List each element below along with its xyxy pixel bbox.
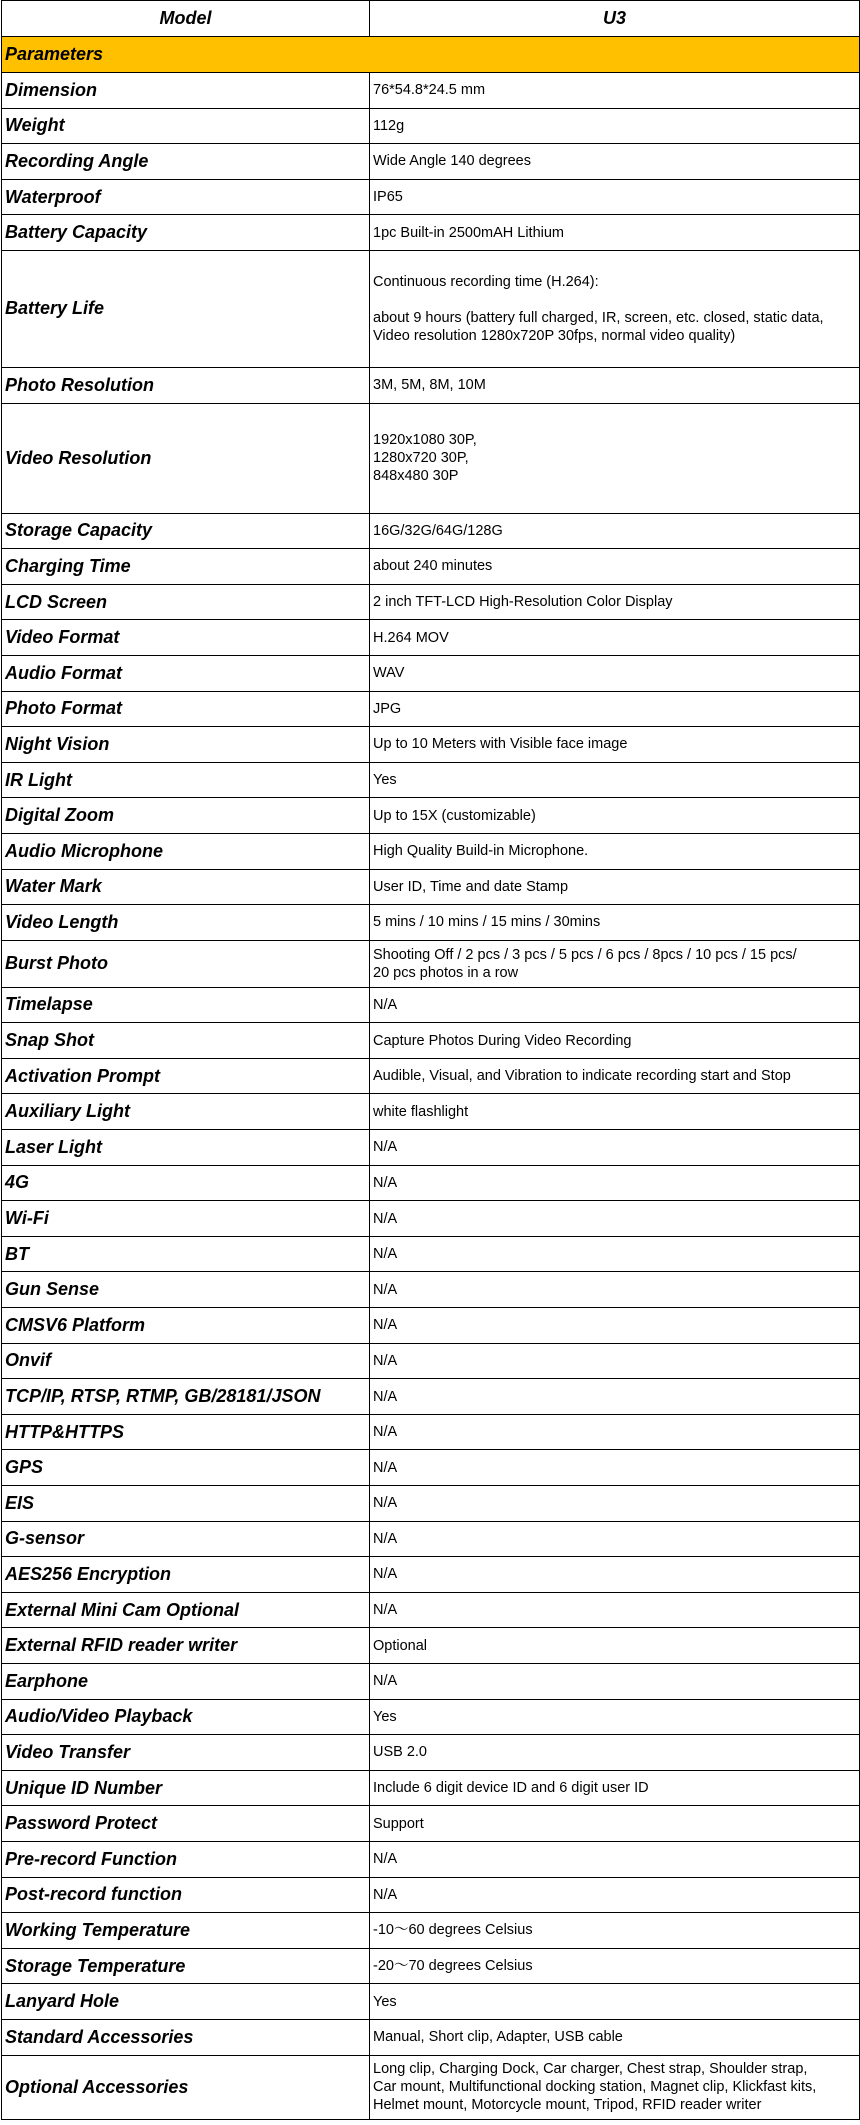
table-row — [2, 1984, 860, 2020]
param-value: JPG — [370, 691, 860, 727]
table-row — [2, 179, 860, 215]
param-name: Battery Capacity — [2, 215, 370, 251]
param-value: Shooting Off / 2 pcs / 3 pcs / 5 pcs / 6 pcs / 8pcs / 10 pcs / 15 pcs/ 20 pcs photos in a row — [370, 940, 860, 987]
param-value: N/A — [370, 1557, 860, 1593]
param-value: N/A — [370, 1521, 860, 1557]
table-row — [2, 727, 860, 763]
table-row — [2, 1948, 860, 1984]
section-row — [2, 37, 860, 73]
param-value: Capture Photos During Video Recording — [370, 1023, 860, 1059]
param-name: Earphone — [2, 1663, 370, 1699]
table-row — [2, 584, 860, 620]
param-value: Manual, Short clip, Adapter, USB cable — [370, 2019, 860, 2055]
param-name: Charging Time — [2, 549, 370, 585]
param-value: N/A — [370, 1414, 860, 1450]
param-value: 1920x1080 30P, 1280x720 30P, 848x480 30P — [370, 403, 860, 513]
table-row — [2, 549, 860, 585]
table-row — [2, 144, 860, 180]
table-row — [2, 108, 860, 144]
param-name: Photo Resolution — [2, 367, 370, 403]
param-name: Lanyard Hole — [2, 1984, 370, 2020]
header-row — [2, 1, 860, 37]
param-value: N/A — [370, 987, 860, 1023]
param-value: Support — [370, 1806, 860, 1842]
param-name: Pre-record Function — [2, 1841, 370, 1877]
param-name: Weight — [2, 108, 370, 144]
table-row — [2, 367, 860, 403]
table-row — [2, 987, 860, 1023]
table-row — [2, 2055, 860, 2119]
param-value: Optional — [370, 1628, 860, 1664]
param-name: Digital Zoom — [2, 798, 370, 834]
table-row — [2, 1201, 860, 1237]
param-name: GPS — [2, 1450, 370, 1486]
param-name: Activation Prompt — [2, 1058, 370, 1094]
table-row — [2, 1877, 860, 1913]
model-label: Model — [2, 1, 370, 37]
param-value: N/A — [370, 1201, 860, 1237]
param-value: 5 mins / 10 mins / 15 mins / 30mins — [370, 905, 860, 941]
table-row — [2, 1236, 860, 1272]
param-name: Night Vision — [2, 727, 370, 763]
param-name: LCD Screen — [2, 584, 370, 620]
param-name: Unique ID Number — [2, 1770, 370, 1806]
table-row — [2, 1272, 860, 1308]
param-name: Waterproof — [2, 179, 370, 215]
param-value: 3M, 5M, 8M, 10M — [370, 367, 860, 403]
table-row — [2, 1130, 860, 1166]
param-name: HTTP&HTTPS — [2, 1414, 370, 1450]
table-row — [2, 250, 860, 367]
param-value: N/A — [370, 1379, 860, 1415]
param-value: High Quality Build-in Microphone. — [370, 833, 860, 869]
param-value: Include 6 digit device ID and 6 digit user ID — [370, 1770, 860, 1806]
param-name: G-sensor — [2, 1521, 370, 1557]
param-value: 16G/32G/64G/128G — [370, 513, 860, 549]
param-value: white flashlight — [370, 1094, 860, 1130]
table-row — [2, 1913, 860, 1949]
param-value: Audible, Visual, and Vibration to indicate recording start and Stop — [370, 1058, 860, 1094]
table-row — [2, 73, 860, 109]
param-value: IP65 — [370, 179, 860, 215]
table-row — [2, 403, 860, 513]
table-row — [2, 798, 860, 834]
param-name: Dimension — [2, 73, 370, 109]
param-name: Optional Accessories — [2, 2055, 370, 2119]
table-row — [2, 1770, 860, 1806]
table-row — [2, 1806, 860, 1842]
param-value: N/A — [370, 1130, 860, 1166]
param-name: Photo Format — [2, 691, 370, 727]
param-name: Wi-Fi — [2, 1201, 370, 1237]
param-value: -20～70 degrees Celsius — [370, 1948, 860, 1984]
param-name: AES256 Encryption — [2, 1557, 370, 1593]
table-row — [2, 1628, 860, 1664]
param-value: N/A — [370, 1308, 860, 1344]
param-value: Up to 10 Meters with Visible face image — [370, 727, 860, 763]
param-value: User ID, Time and date Stamp — [370, 869, 860, 905]
table-row — [2, 869, 860, 905]
param-name: Audio Microphone — [2, 833, 370, 869]
table-row — [2, 1486, 860, 1522]
param-value: Wide Angle 140 degrees — [370, 144, 860, 180]
param-name: External Mini Cam Optional — [2, 1592, 370, 1628]
param-name: BT — [2, 1236, 370, 1272]
table-row — [2, 513, 860, 549]
param-name: IR Light — [2, 762, 370, 798]
param-name: Video Length — [2, 905, 370, 941]
param-name: Video Format — [2, 620, 370, 656]
spec-table — [1, 0, 860, 2120]
table-row — [2, 1379, 860, 1415]
param-name: EIS — [2, 1486, 370, 1522]
table-row — [2, 940, 860, 987]
param-name: Working Temperature — [2, 1913, 370, 1949]
param-name: Recording Angle — [2, 144, 370, 180]
param-value: N/A — [370, 1841, 860, 1877]
param-name: Audio/Video Playback — [2, 1699, 370, 1735]
param-name: Password Protect — [2, 1806, 370, 1842]
param-value: N/A — [370, 1343, 860, 1379]
table-row — [2, 1592, 860, 1628]
param-value: USB 2.0 — [370, 1735, 860, 1771]
table-row — [2, 215, 860, 251]
table-row — [2, 1521, 860, 1557]
param-value: about 240 minutes — [370, 549, 860, 585]
table-row — [2, 1699, 860, 1735]
param-value: 1pc Built-in 2500mAH Lithium — [370, 215, 860, 251]
param-name: Gun Sense — [2, 1272, 370, 1308]
param-value: Yes — [370, 1984, 860, 2020]
table-row — [2, 905, 860, 941]
param-value: Yes — [370, 762, 860, 798]
param-value: N/A — [370, 1663, 860, 1699]
param-value: Up to 15X (customizable) — [370, 798, 860, 834]
table-row — [2, 1343, 860, 1379]
param-name: Post-record function — [2, 1877, 370, 1913]
param-value: Long clip, Charging Dock, Car charger, Chest strap, Shoulder strap, Car mount, Multifunctional docking station, Magnet clip, Klickfast kits, Helmet mount, Motorcycle mount, Tripod, RFID reader writer — [370, 2055, 860, 2119]
param-value: 76*54.8*24.5 mm — [370, 73, 860, 109]
table-row — [2, 1094, 860, 1130]
param-name: Snap Shot — [2, 1023, 370, 1059]
table-row — [2, 762, 860, 798]
param-name: Video Transfer — [2, 1735, 370, 1771]
table-row — [2, 1557, 860, 1593]
param-value: N/A — [370, 1272, 860, 1308]
param-name: Laser Light — [2, 1130, 370, 1166]
param-value: WAV — [370, 655, 860, 691]
table-row — [2, 620, 860, 656]
param-value: H.264 MOV — [370, 620, 860, 656]
param-name: 4G — [2, 1165, 370, 1201]
param-value: N/A — [370, 1450, 860, 1486]
param-name: Burst Photo — [2, 940, 370, 987]
param-value: N/A — [370, 1486, 860, 1522]
param-value: N/A — [370, 1877, 860, 1913]
table-row — [2, 1414, 860, 1450]
table-row — [2, 1841, 860, 1877]
param-value: N/A — [370, 1236, 860, 1272]
param-value: Yes — [370, 1699, 860, 1735]
param-name: Timelapse — [2, 987, 370, 1023]
param-value: N/A — [370, 1592, 860, 1628]
param-name: Battery Life — [2, 250, 370, 367]
param-name: Standard Accessories — [2, 2019, 370, 2055]
table-row — [2, 1450, 860, 1486]
table-row — [2, 1308, 860, 1344]
table-row — [2, 655, 860, 691]
param-name: Audio Format — [2, 655, 370, 691]
param-value: -10～60 degrees Celsius — [370, 1913, 860, 1949]
param-name: External RFID reader writer — [2, 1628, 370, 1664]
section-label: Parameters — [2, 37, 860, 73]
table-row — [2, 1165, 860, 1201]
param-name: Onvif — [2, 1343, 370, 1379]
param-value: 112g — [370, 108, 860, 144]
param-value: Continuous recording time (H.264): about 9 hours (battery full charged, IR, screen, etc. closed, static data, Video resolution 1280x720P 30fps, normal video quality) — [370, 250, 860, 367]
param-name: Water Mark — [2, 869, 370, 905]
param-value: 2 inch TFT-LCD High-Resolution Color Display — [370, 584, 860, 620]
table-row — [2, 1735, 860, 1771]
param-name: Auxiliary Light — [2, 1094, 370, 1130]
table-row — [2, 1058, 860, 1094]
param-name: TCP/IP, RTSP, RTMP, GB/28181/JSON — [2, 1379, 370, 1415]
table-row — [2, 1023, 860, 1059]
table-row — [2, 2019, 860, 2055]
param-name: Storage Temperature — [2, 1948, 370, 1984]
table-row — [2, 833, 860, 869]
table-row — [2, 1663, 860, 1699]
model-value: U3 — [370, 1, 860, 37]
param-name: Video Resolution — [2, 403, 370, 513]
param-value: N/A — [370, 1165, 860, 1201]
table-row — [2, 691, 860, 727]
param-name: CMSV6 Platform — [2, 1308, 370, 1344]
param-name: Storage Capacity — [2, 513, 370, 549]
